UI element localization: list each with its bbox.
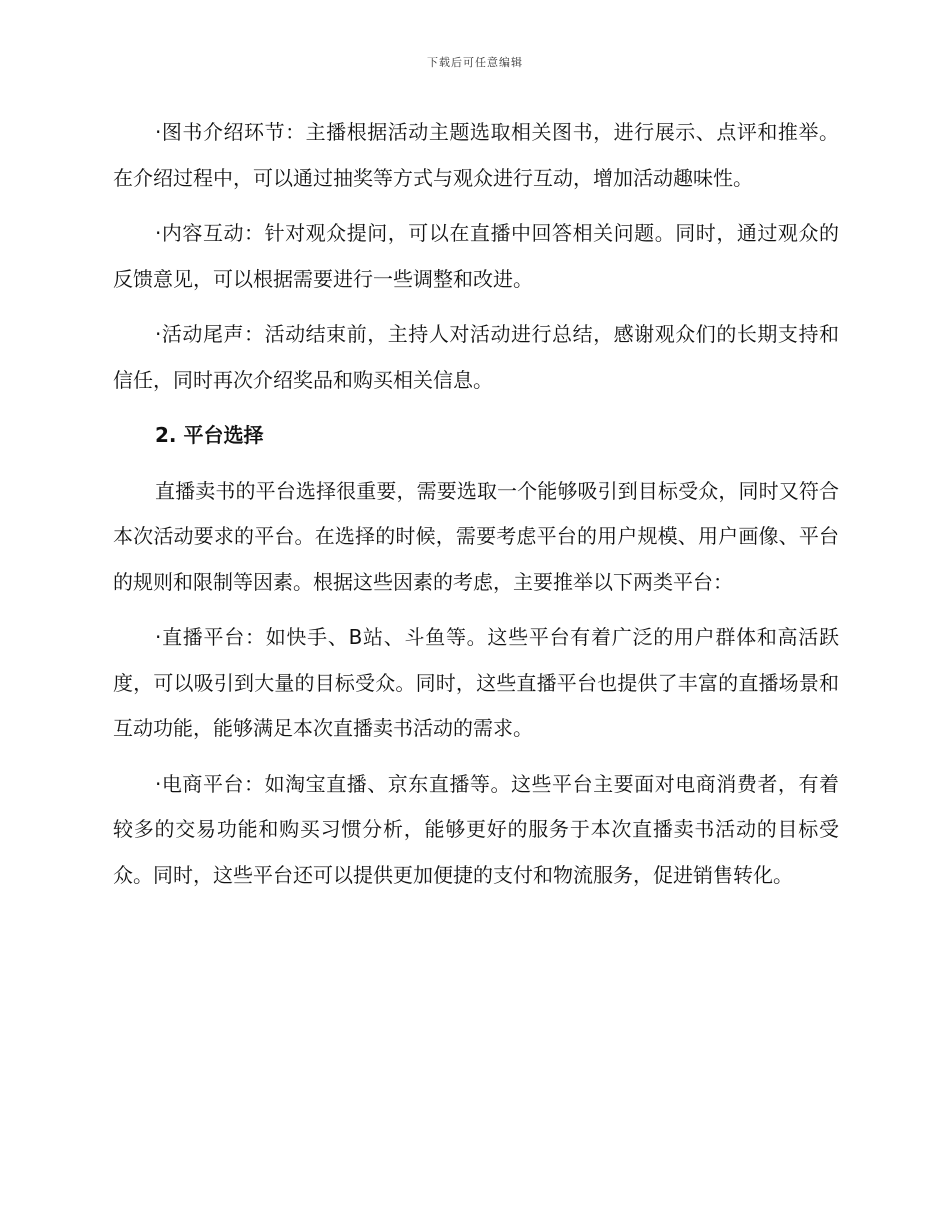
paragraph-book-introduction: ·图书介绍环节：主播根据活动主题选取相关图书，进行展示、点评和推举。在介绍过程中，可以通过抽奖等方式与观众进行互动，增加活动趣味性。 [113,120,839,190]
paragraph-event-ending: ·活动尾声：活动结束前，主持人对活动进行总结，感谢观众们的长期支持和信任，同时再次介绍奖品和购买相关信息。 [113,322,839,392]
document-body [113,110,839,908]
paragraph-ecommerce-platforms: ·电商平台：如淘宝直播、京东直播等。这些平台主要面对电商消费者，有着较多的交易功能和购买习惯分析，能够更好的服务于本次直播卖书活动的目标受众。同时，这些平台还可以提供更加便捷的支付和物流服务，促进销售转化。 [113,771,839,887]
paragraph-live-platforms: ·直播平台：如快手、B站、斗鱼等。这些平台有着广泛的用户群体和高活跃度，可以吸引到大量的目标受众。同时，这些直播平台也提供了丰富的直播场景和互动功能，能够满足本次直播卖书活动的需求。 [113,625,839,740]
paragraph-content-interaction: ·内容互动：针对观众提问，可以在直播中回答相关问题。同时，通过观众的反馈意见，可以根据需要进行一些调整和改进。 [113,221,839,291]
paragraph-platform-intro: 直播卖书的平台选择很重要，需要选取一个能够吸引到目标受众，同时又符合本次活动要求的平台。在选择的时候，需要考虑平台的用户规模、用户画像、平台的规则和限制等因素。根据这些因素的考虑，主要推举以下两类平台： [113,478,839,594]
section-heading-platform-selection: 2. 平台选择 [155,423,264,447]
page-header: 下载后可任意编辑 [427,56,523,69]
